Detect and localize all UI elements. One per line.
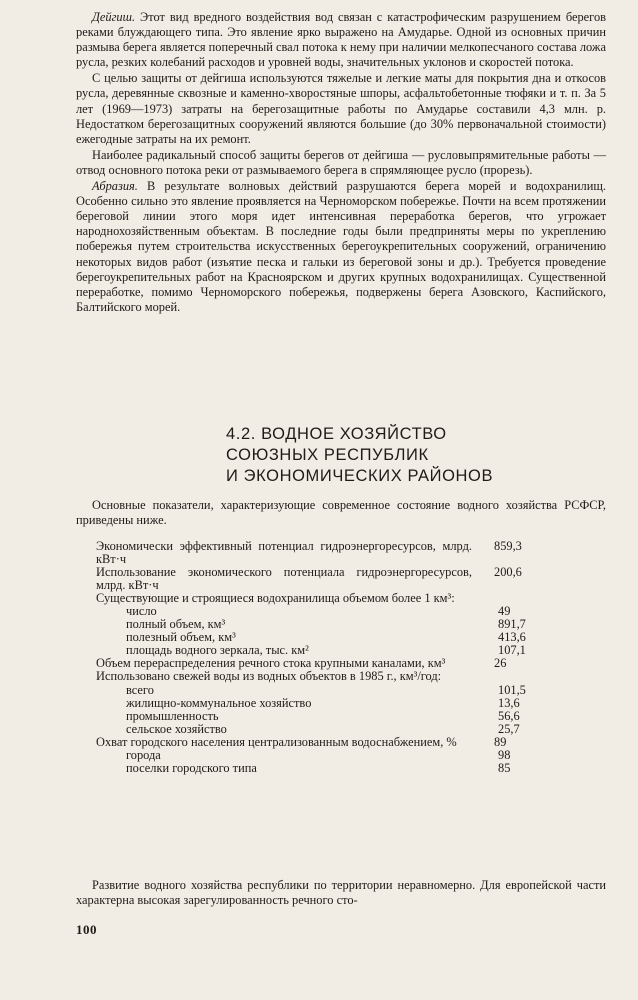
paragraph-protection: С целью защиты от дейгиша используются тяжелые и легкие маты для покрытия дна и откосов русла, деревянные сквозные и каменно-хворостяные шпоры, асфальтобетонные тюфяки и т. п. За 5 лет (1969—1973) затраты на берегозащитные работы по Амударье составили 4,3 млн. р. Недостатком берегозащитных сооружений являются большие (до 30% первоначальной стоимости) ежегодные затраты на их ремонт.	[76, 71, 606, 146]
indicator-row	[96, 762, 566, 775]
indicator-value: 49	[498, 604, 511, 619]
indicator-row	[96, 697, 566, 710]
indicator-value: 891,7	[498, 617, 526, 632]
indicator-value: 26	[494, 656, 507, 671]
closing-paragraph: Развитие водного хозяйства республики по территории неравномерно. Для европейской части характерна высокая зарегулированность речного сто-	[76, 878, 606, 908]
indicator-label: сельское хозяйство	[126, 721, 227, 736]
indicator-value: 89	[494, 734, 507, 749]
indicator-row	[96, 592, 566, 605]
indicator-value: 98	[498, 747, 511, 762]
indicator-label: полезный объем, км³	[126, 630, 236, 645]
indicator-label: жилищно-коммунальное хозяйство	[126, 695, 312, 710]
paragraph-deigish-body: Этот вид вредного воздействия вод связан с катастрофическим разрушением берегов реками блуждающего типа. Это явление ярко выражено на Амударье. Одной из основных причин размыва берега является поперечный свал потока к нему при наличии мелкопесчаного состава ложа русла, резких колебаний расходов и уровней воды, значительных уклонов и скоростей потока.	[76, 10, 606, 70]
indicator-row	[96, 710, 566, 723]
indicator-label: Существующие и строящиеся водохранилища объемом более 1 км³:	[96, 591, 455, 606]
indicator-value: 13,6	[498, 695, 520, 710]
indicator-label: всего	[126, 682, 154, 697]
indicator-value: 101,5	[498, 682, 526, 697]
indicator-value: 56,6	[498, 708, 520, 723]
bottom-text-block	[76, 878, 606, 908]
indicator-row	[96, 670, 566, 683]
indicator-label: поселки городского типа	[126, 760, 257, 775]
indicator-label: Использование экономического потенциала гидроэнергоресурсов, млрд. кВт·ч	[96, 565, 472, 593]
indicator-value: 25,7	[498, 721, 520, 736]
term-abrasion: Абразия.	[92, 179, 138, 194]
indicator-label: Объем перераспределения речного стока крупными каналами, км³	[96, 656, 446, 671]
indicator-label: города	[126, 747, 161, 762]
intro-text-block	[76, 498, 606, 528]
indicator-label: Экономически эффективный потенциал гидроэнергоресурсов, млрд. кВт·ч	[96, 539, 472, 567]
indicator-row	[96, 736, 566, 749]
indicator-label: площадь водного зеркала, тыс. км²	[126, 643, 309, 658]
indicator-label: Охват городского населения централизованным водоснабжением, %	[96, 734, 457, 749]
paragraph-abrasion-body: В результате волновых действий разрушаются берега морей и водохранилищ. Особенно сильно это явление проявляется на Черноморском побережье. Почти на всем протяжении береговой линии этого моря идет интенсивная переработка берегов, что угрожает народнохозяйственным объектам. В последние годы были предприняты меры по укреплению побережья путем строительства искусственных берегоукрепительных сооружений, ограничению некоторых видов работ (изъятие песка и гальки из береговой зоны и др.). Требуется проведение берегоукрепительных работ на Красноярском и других крупных водохранилищах. Существенной переработке, помимо Черноморского побережья, подвержены берега Азовского, Каспийского, Балтийского морей.	[76, 179, 606, 314]
indicator-value: 85	[498, 760, 511, 775]
page-number: 100	[76, 922, 97, 937]
indicator-value: 859,3	[494, 539, 522, 553]
term-deigish: Дейгиш.	[92, 10, 136, 24]
paragraph-abrasion	[76, 179, 606, 315]
indicator-row	[96, 540, 566, 566]
indicator-label: число	[126, 604, 157, 619]
indicator-value: 107,1	[498, 643, 526, 658]
indicator-label: промышленность	[126, 708, 219, 723]
indicator-row	[96, 566, 566, 592]
section-heading-line-3: И ЭКОНОМИЧЕСКИХ РАЙОНОВ	[226, 467, 494, 485]
paragraph-deigish	[76, 10, 606, 70]
indicator-value: 413,6	[498, 630, 526, 645]
indicator-row	[96, 749, 566, 762]
indicator-label: Использовано свежей воды из водных объектов в 1985 г., км³/год:	[96, 669, 442, 684]
section-heading	[226, 424, 493, 487]
indicator-row	[96, 684, 566, 697]
indicator-value: 200,6	[494, 565, 522, 580]
indicator-list	[96, 540, 566, 775]
section-heading-line-2: СОЮЗНЫХ РЕСПУБЛИК	[226, 446, 429, 464]
paragraph-radical-method: Наиболее радикальный способ защиты берегов от дейгиша — русловыпрямительные работы — отвод основного потока реки от размываемого берега в спрямляющее русло (прорезь).	[76, 147, 606, 177]
indicator-row	[96, 723, 566, 736]
indicator-label: полный объем, км³	[126, 617, 226, 632]
intro-paragraph: Основные показатели, характеризующие современное состояние водного хозяйства РСФСР, приведены ниже.	[76, 498, 606, 528]
top-text-block	[76, 10, 606, 315]
section-heading-line-1: 4.2. ВОДНОЕ ХОЗЯЙСТВО	[226, 425, 447, 443]
